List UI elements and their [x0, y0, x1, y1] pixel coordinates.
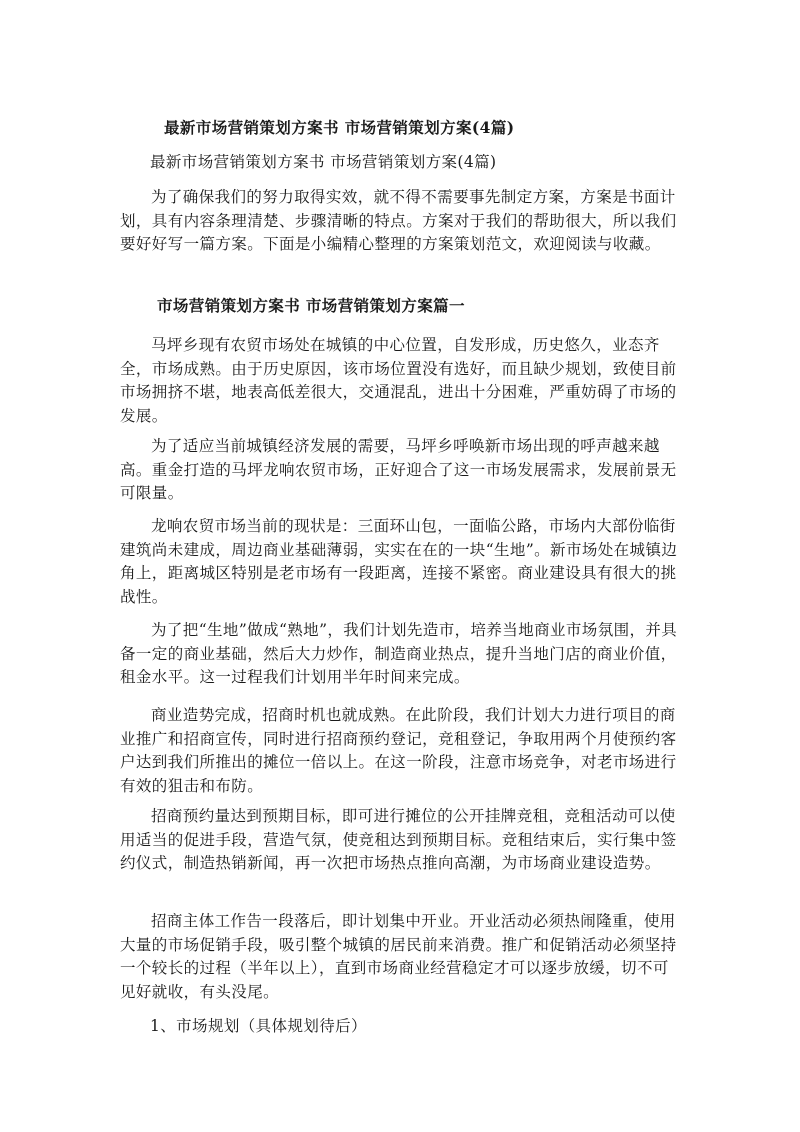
body-paragraph: 为了适应当前城镇经济发展的需要，马坪乡呼唤新市场出现的呼声越来越高。重金打造的马坪龙响农贸市场，正好迎合了这一市场发展需求，发展前景无可限量。	[120, 437, 677, 502]
body-paragraph: 龙响农贸市场当前的现状是：三面环山包，一面临公路，市场内大部份临街建筑尚未建成，周边商业基础薄弱，实实在在的一块“生地”。新市场处在城镇边角上，距离城区特别是老市场有一段距离，连接不紧密。商业建设具有很大的挑战性。	[120, 517, 678, 606]
body-paragraph: 招商预约量达到预期目标，即可进行摊位的公开挂牌竞租，竞租活动可以使用适当的促进手段，营造气氛，使竞租达到预期目标。竞租结束后，实行集中签约仪式，制造热销新闻，再一次把市场热点推向高潮，为市场商业建设造势。	[120, 807, 677, 872]
document-subtitle: 最新市场营销策划方案书 市场营销策划方案(4篇)	[150, 153, 497, 171]
body-paragraph: 马坪乡现有农贸市场处在城镇的中心位置，自发形成，历史悠久，业态齐全，市场成熟。由于历史原因，该市场位置没有选好，而且缺少规划，致使目前市场拥挤不堪，地表高低差很大，交通混乱，进出十分困难，严重妨碍了市场的发展。	[120, 336, 677, 425]
document-title: 最新市场营销策划方案书 市场营销策划方案(4篇)	[164, 118, 515, 137]
body-paragraph: 招商主体工作告一段落后，即计划集中开业。开业活动必须热闹隆重，使用大量的市场促销手段，吸引整个城镇的居民前来消费。推广和促销活动必须坚持一个较长的过程（半年以上），直到市场商业经营稳定才可以逐步放缓，切不可见好就收，有头没尾。	[120, 912, 677, 1001]
intro-paragraph: 为了确保我们的努力取得实效，就不得不需要事先制定方案，方案是书面计划，具有内容条理清楚、步骤清晰的特点。方案对于我们的帮助很大，所以我们要好好写一篇方案。下面是小编精心整理的方案策划范文，欢迎阅读与收藏。	[120, 188, 677, 253]
section-heading: 市场营销策划方案书 市场营销策划方案篇一	[157, 296, 465, 315]
body-paragraph: 商业造势完成，招商时机也就成熟。在此阶段，我们计划大力进行项目的商业推广和招商宣传，同时进行招商预约登记，竞租登记，争取用两个月使预约客户达到我们所推出的摊位一倍以上。在这一阶段，注意市场竞争，对老市场进行有效的狙击和布防。	[120, 706, 677, 795]
body-paragraph: 为了把“生地”做成“熟地”，我们计划先造市，培养当地商业市场氛围，并具备一定的商业基础，然后大力炒作，制造商业热点，提升当地门店的商业价值，租金水平。这一过程我们计划用半年时间来完成。	[120, 621, 678, 686]
list-item: 1、市场规划（具体规划待后）	[150, 1017, 367, 1035]
